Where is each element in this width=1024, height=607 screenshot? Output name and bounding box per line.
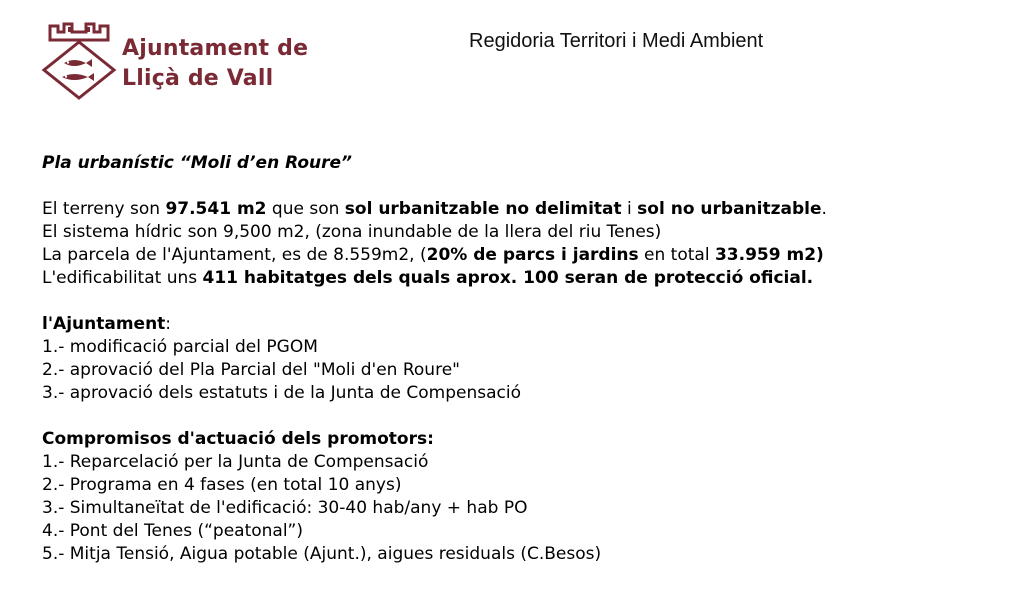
promotors-item: 2.- Programa en 4 fases (en total 10 anys) xyxy=(42,475,402,495)
promotors-item: 1.- Reparcelació per la Junta de Compensació xyxy=(42,452,429,472)
promotors-item: 4.- Pont del Tenes (“peatonal”) xyxy=(42,521,304,541)
org-name xyxy=(122,34,308,94)
ajuntament-item: 1.- modificació parcial del PGOM xyxy=(42,337,318,357)
summary-line-area: El terreny son 97.541 m2 que son sol urbanitzable no delimitat i sol no urbanitzable. xyxy=(42,199,827,219)
promotors-item: 5.- Mitja Tensió, Aigua potable (Ajunt.), aigues residuals (C.Besos) xyxy=(42,544,602,564)
promotors-item: 3.- Simultaneïtat de l'edificació: 30-40 hab/any + hab PO xyxy=(42,498,528,518)
document-body xyxy=(42,152,1002,566)
ajuntament-item: 2.- aprovació del Pla Parcial del "Moli d'en Roure" xyxy=(42,360,460,380)
municipal-logo xyxy=(40,18,320,104)
summary-line-water: El sistema hídric son 9,500 m2, (zona inundable de la llera del riu Tenes) xyxy=(42,222,662,242)
coat-of-arms-icon xyxy=(40,18,118,102)
summary-line-buildability: L'edificabilitat uns 411 habitatges dels quals aprox. 100 seran de protecció oficial. xyxy=(42,268,814,288)
ajuntament-heading: l'Ajuntament: xyxy=(42,314,172,334)
org-name-line1: Ajuntament de xyxy=(122,36,309,61)
promotors-heading: Compromisos d'actuació dels promotors: xyxy=(42,429,434,449)
department-title: Regidoria Territori i Medi Ambient xyxy=(469,30,764,52)
summary-line-parcel: La parcela de l'Ajuntament, es de 8.559m2, (20% de parcs i jardins en total 33.959 m2) xyxy=(42,245,824,265)
plan-title: Pla urbanístic “Moli d’en Roure” xyxy=(42,153,352,173)
ajuntament-item: 3.- aprovació dels estatuts i de la Junta de Compensació xyxy=(42,383,521,403)
org-name-line2: Lliçà de Vall xyxy=(122,66,274,91)
